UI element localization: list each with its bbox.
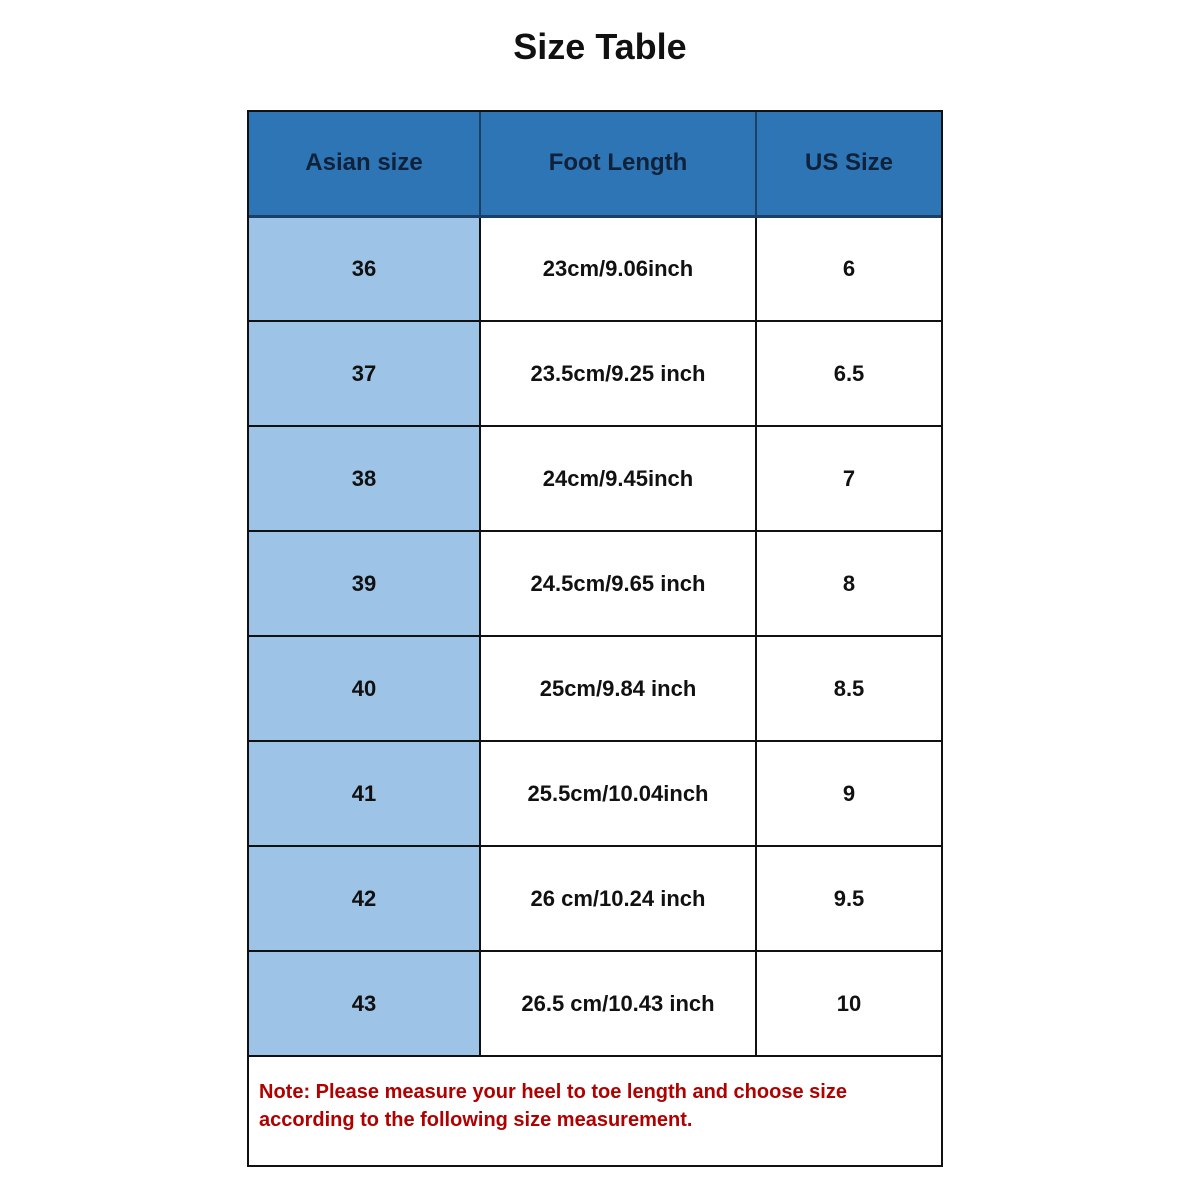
table-header-row bbox=[249, 112, 941, 216]
asian-size-cell: 42 bbox=[249, 846, 480, 951]
us-size-cell: 7 bbox=[756, 426, 941, 531]
asian-size-cell: 38 bbox=[249, 426, 480, 531]
table-row bbox=[249, 531, 941, 636]
asian-size-cell: 40 bbox=[249, 636, 480, 741]
asian-size-cell: 37 bbox=[249, 321, 480, 426]
table-row bbox=[249, 636, 941, 741]
foot-length-cell: 26.5 cm/10.43 inch bbox=[480, 951, 756, 1056]
foot-length-cell: 25.5cm/10.04inch bbox=[480, 741, 756, 846]
table-row bbox=[249, 951, 941, 1056]
us-size-cell: 6.5 bbox=[756, 321, 941, 426]
us-size-cell: 10 bbox=[756, 951, 941, 1056]
size-table-container bbox=[247, 110, 943, 1167]
foot-length-cell: 24.5cm/9.65 inch bbox=[480, 531, 756, 636]
table-row bbox=[249, 216, 941, 321]
table-row bbox=[249, 426, 941, 531]
asian-size-cell: 39 bbox=[249, 531, 480, 636]
measurement-note: Note: Please measure your heel to toe length and choose size according to the following size measurement. bbox=[259, 1081, 847, 1131]
header-us-size: US Size bbox=[756, 112, 941, 216]
table-row bbox=[249, 846, 941, 951]
us-size-cell: 9.5 bbox=[756, 846, 941, 951]
asian-size-cell: 36 bbox=[249, 216, 480, 321]
foot-length-cell: 23cm/9.06inch bbox=[480, 216, 756, 321]
us-size-cell: 8 bbox=[756, 531, 941, 636]
us-size-cell: 9 bbox=[756, 741, 941, 846]
us-size-cell: 8.5 bbox=[756, 636, 941, 741]
foot-length-cell: 26 cm/10.24 inch bbox=[480, 846, 756, 951]
page-title: Size Table bbox=[513, 26, 687, 67]
header-foot-length: Foot Length bbox=[480, 112, 756, 216]
asian-size-cell: 41 bbox=[249, 741, 480, 846]
header-asian-size: Asian size bbox=[249, 112, 480, 216]
size-table bbox=[249, 112, 941, 1057]
foot-length-cell: 24cm/9.45inch bbox=[480, 426, 756, 531]
foot-length-cell: 25cm/9.84 inch bbox=[480, 636, 756, 741]
table-row bbox=[249, 741, 941, 846]
us-size-cell: 6 bbox=[756, 216, 941, 321]
asian-size-cell: 43 bbox=[249, 951, 480, 1056]
foot-length-cell: 23.5cm/9.25 inch bbox=[480, 321, 756, 426]
table-row bbox=[249, 321, 941, 426]
